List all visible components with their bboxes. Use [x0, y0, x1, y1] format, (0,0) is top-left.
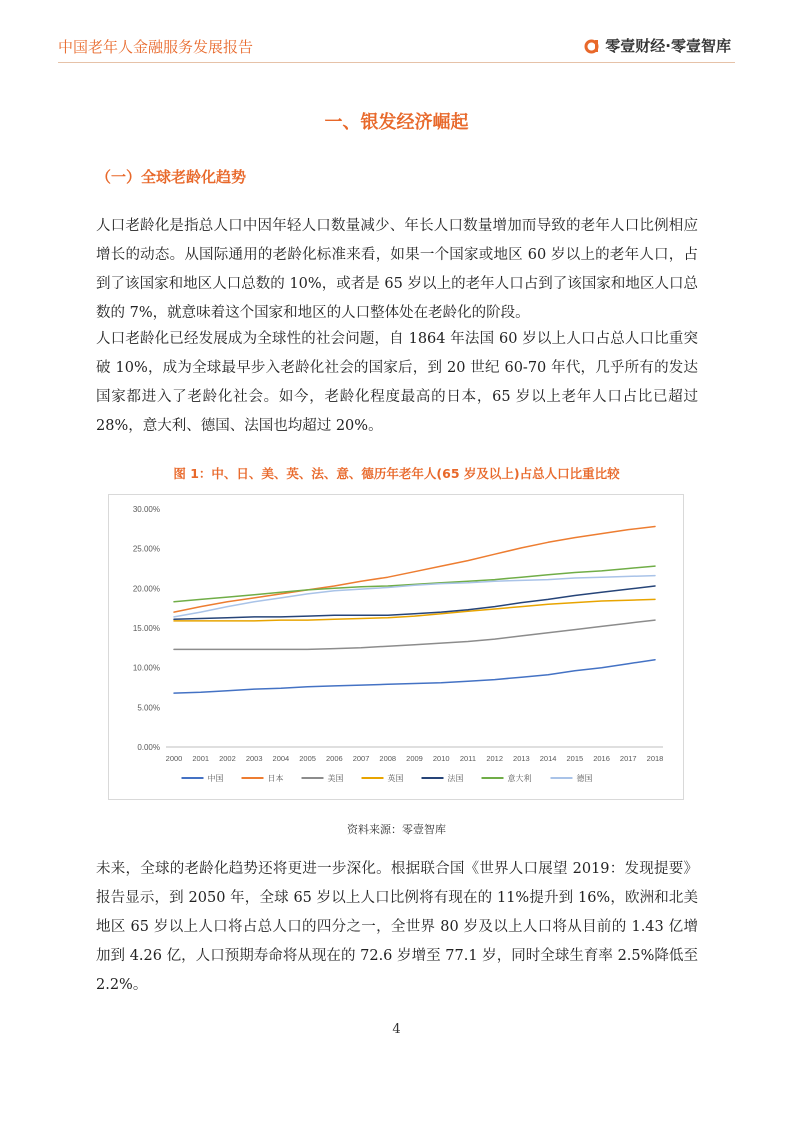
x-tick-label: 2012 — [486, 754, 504, 763]
line-chart — [108, 494, 684, 800]
y-tick-label: 10.00% — [132, 663, 160, 673]
figure-title: 图 1：中、日、美、英、法、意、德历年老年人(65 岁及以上)占总人口比重比较 — [173, 466, 620, 481]
y-tick-label: 0.00% — [137, 743, 160, 752]
x-tick-label: 2006 — [325, 754, 343, 763]
series-line — [174, 527, 655, 613]
chart-svg — [109, 495, 683, 799]
paragraph-1: 人口老龄化是指总人口中因年轻人口数量减少、年长人口数量增加而导致的老年人口比例相应增长的动态。从国际通用的老龄化标准来看，如果一个国家或地区 60 岁以上的老年人口，占到了该国家和地区人口总数的 10%，或者是 65 岁以上的老年人口占到了该国家和地区人口总数的 7%，就意味着这个国家和地区的人口整体处在老龄化的阶段。 — [96, 218, 698, 321]
x-tick-label: 2016 — [593, 754, 610, 763]
x-tick-label: 2002 — [219, 754, 236, 763]
legend-label: 英国 — [387, 774, 404, 783]
x-tick-label: 2014 — [539, 754, 557, 763]
legend-label: 德国 — [576, 774, 593, 783]
x-tick-label: 2005 — [299, 754, 316, 763]
x-tick-label: 2018 — [646, 754, 664, 763]
y-tick-label: 30.00% — [132, 505, 160, 514]
figure-source: 资料来源：零壹智库 — [347, 823, 446, 836]
subsection-title: （一）全球老龄化趋势 — [96, 168, 247, 186]
y-tick-label: 15.00% — [132, 624, 160, 633]
series-line — [174, 620, 655, 649]
header-divider — [58, 62, 735, 63]
legend-label: 中国 — [207, 774, 224, 783]
x-tick-label: 2008 — [379, 754, 397, 763]
brand-name: 零壹财经·零壹智库 — [605, 37, 731, 55]
report-title: 中国老年人金融服务发展报告 — [58, 38, 254, 56]
paragraph-3: 未来，全球的老龄化趋势还将更进一步深化。根据联合国《世界人口展望 2019：发现提要》报告显示，到 2050 年，全球 65 岁以上人口比例将有现在的 11%提升到 16%，欧洲和北美地区 65 岁以上人口将占总人口的四分之一，全世界 80 岁及以上人口将从目前的 1.43 亿增加到 4.26 亿，人口预期寿命将从现在的 72.6 岁增至 77.1 岁，同时全球生育率 2.5%降低至 2.2%。 — [96, 861, 698, 993]
y-tick-label: 5.00% — [137, 703, 160, 713]
brand-logo-icon — [584, 38, 600, 54]
x-tick-label: 2013 — [513, 754, 530, 763]
legend-label: 意大利 — [507, 774, 532, 783]
legend-label: 美国 — [327, 774, 344, 783]
x-tick-label: 2007 — [352, 754, 370, 763]
legend-label: 日本 — [267, 774, 284, 783]
paragraph-2: 人口老龄化已经发展成为全球性的社会问题，自 1864 年法国 60 岁以上人口占总人口比重突破 10%，成为全球最早步入老龄化社会的国家后，到 20 世纪 60-70 年代，几乎所有的发达国家都进入了老龄化社会。如今，老龄化程度最高的日本，65 岁以上老年人口占比已超过 28%，意大利、德国、法国也均超过 20%。 — [96, 331, 698, 434]
x-tick-label: 2010 — [432, 754, 450, 763]
x-tick-label: 2011 — [459, 754, 477, 763]
x-tick-label: 2009 — [406, 754, 423, 763]
section-title: 一、银发经济崛起 — [324, 112, 469, 133]
brand — [584, 35, 731, 56]
x-tick-label: 2004 — [272, 754, 290, 763]
x-tick-label: 2017 — [619, 754, 637, 763]
series-line — [174, 660, 655, 693]
page-number: 4 — [392, 1022, 401, 1037]
series-line — [174, 576, 655, 617]
x-tick-label: 2001 — [192, 754, 210, 763]
x-tick-label: 2015 — [566, 754, 584, 763]
x-tick-label: 2000 — [165, 754, 183, 763]
x-tick-label: 2003 — [245, 754, 263, 763]
legend-label: 法国 — [447, 774, 464, 783]
y-tick-label: 20.00% — [132, 584, 160, 594]
y-tick-label: 25.00% — [132, 544, 160, 554]
